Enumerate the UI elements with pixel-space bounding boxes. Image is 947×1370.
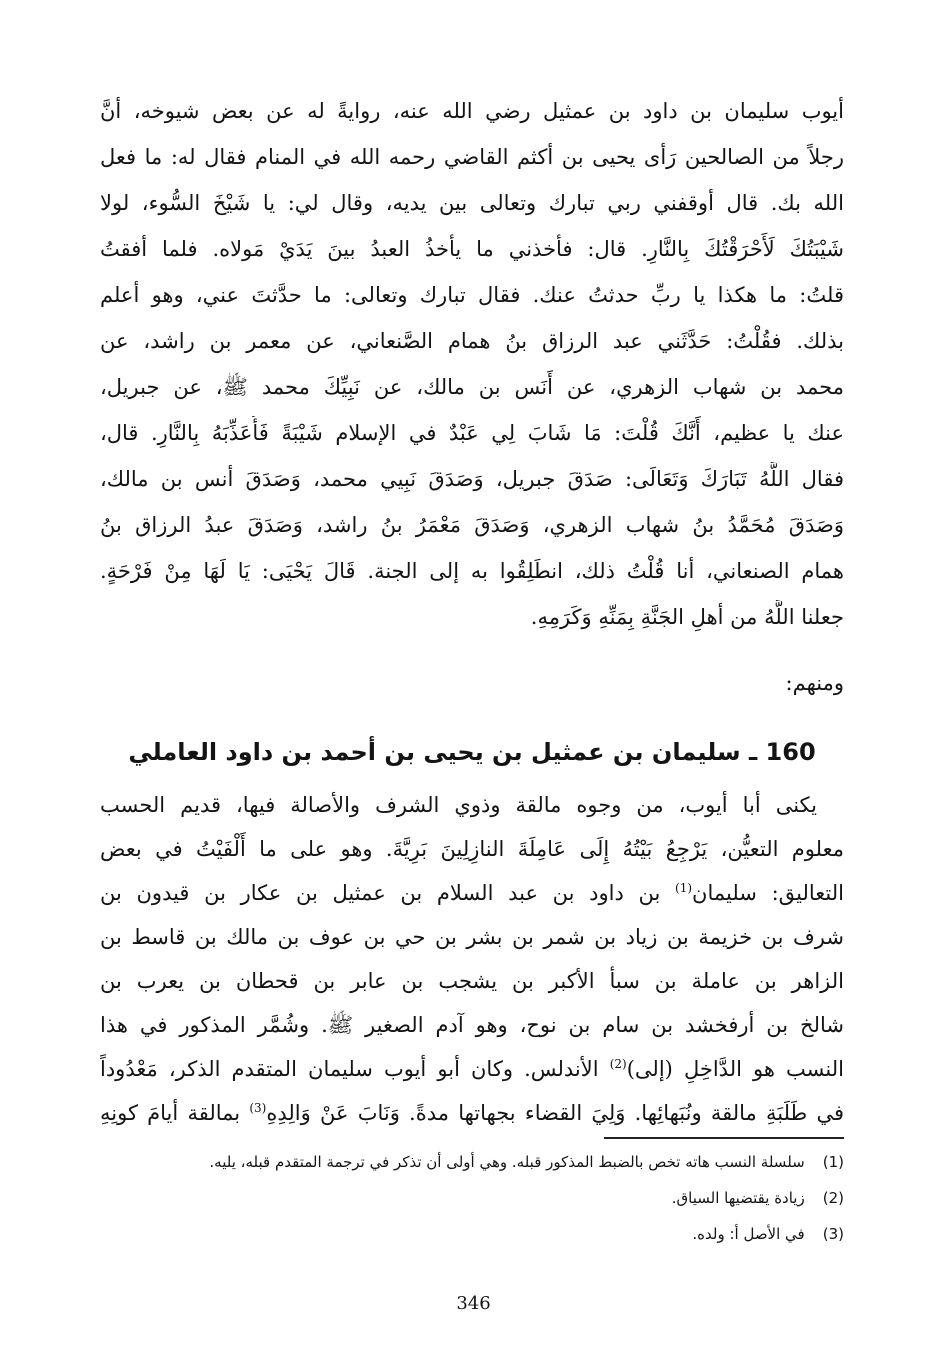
paragraph1-line-9: فقال اللَّهُ تَبَارَكَ وَتَعَالَى: صَدَقَ جبريل، وَصَدَقَ نَبِيي محمد، وَصَدَقَ أنس بن مالك، — [100, 467, 844, 491]
paragraph1-line-12: جعلنا اللَّهُ من أهلِ الجَنَّةِ بِمَنِّهِ وَكَرَمِهِ. — [530, 605, 844, 629]
paragraph2-line-8 — [100, 1096, 844, 1130]
footnote-3-number: (3) — [822, 1225, 844, 1243]
footnote-1 — [100, 1150, 844, 1174]
footnote-divider — [604, 1137, 844, 1139]
paragraph1-line-2: رجلاً من الصالحين رَأى يحيى بن أكثم القاضي رحمه الله في المنام فقال له: ما فعل — [100, 145, 844, 169]
footnote-3 — [100, 1222, 844, 1246]
paragraph1-line-7: محمد بن شهاب الزهري، عن أَنَس بن مالك، عن نَبِيِّكَ محمد ﷺ، عن جبريل، — [100, 375, 844, 399]
intro-label: ومنهم: — [785, 671, 844, 695]
footnote-1-number: (1) — [822, 1153, 844, 1171]
paragraph1-line-10: وَصَدَقَ مُحَمَّدُ بنُ شهاب الزهري، وَصَدَقَ مَعْمَرُ بنُ راشد، وَصَدَقَ عبدُ الرزاق بنُ — [100, 513, 844, 537]
paragraph1-line-5: قلتُ: ما هكذا يا ربِّ حدثتُ عنك. فقال تبارك وتعالى: ما حدَّثتَ عني، وهو أعلم — [100, 283, 844, 307]
footnote-ref-3: (3) — [249, 1101, 267, 1115]
paragraph1-line-6: بذلك. فقُلْتُ: حَدَّثَني عبد الرزاق بنُ همام الصَّنعاني، عن معمر بن راشد، عن — [100, 329, 844, 353]
paragraph2-line-8-b: بمالقة أيامَ كونِهِ — [100, 1101, 241, 1125]
page-number: 346 — [456, 1293, 491, 1314]
paragraph2-line-8-a: في طَلَبَةِ مالقة ونُبَهائِها. وَلِيَ القضاء بجهاتها مدةً. وَنَابَ عَنْ وَالِدِهِ — [266, 1101, 844, 1125]
paragraph2-line-3-b: بن داود بن عبد السلام بن عمثيل بن عكار بن قيدون بن — [100, 881, 661, 905]
paragraph1-line-1: أيوب سليمان بن داود بن عمثيل رضي الله عنه، روايةً له عن بعض شيوخه، أنَّ — [100, 99, 844, 123]
footnote-ref-2: (2) — [609, 1057, 627, 1071]
paragraph2-line-2: معلوم التعيُّن، يَرْجِعُ بَيْتُهُ إِلَى عَامِلَةَ النازِلِينَ بَرِيَّةَ. وهو على ما أَلْفَيْتُ في بعض — [100, 837, 844, 861]
footnote-3-text: في الأصل أ: ولده. — [692, 1225, 805, 1243]
paragraph2-line-7-a: النسب هو الدَّاخِلِ (إلى) — [626, 1057, 844, 1081]
footnote-2-text: زيادة يقتضيها السياق. — [671, 1189, 805, 1207]
paragraph1-line-3: الله بك. قال أوقفني ربي تبارك وتعالى بين يديه، وقال لي: يا شَيْخَ السُّوء، لولا — [100, 191, 844, 215]
paragraph1-line-8: عنك يا عظيم، أَنَّكَ قُلْتَ: مَا شَابَ لِي عَبْدٌ في الإسلام شَيْبَةً فَأُعَذِّبَهُ بِالنَّارِ. قال، — [100, 421, 844, 445]
entry-heading: 160 ـ سليمان بن عمثيل بن يحيى بن أحمد بن داود العاملي — [128, 738, 816, 766]
paragraph2-line-7-b: الأندلس. وكان أبو أيوب سليمان المتقدم الذكر، مَعْدُوداً — [100, 1057, 599, 1081]
footnote-ref-1: (1) — [675, 881, 693, 895]
paragraph1-line-4: شَيْبَتُكَ لَأَحْرَقْتُكَ بِالنَّارِ. قال: فأخذني ما يأخذُ العبدُ بينَ يَدَيْ مَولاه. فلما أفقتُ — [100, 237, 844, 261]
paragraph2-line-6: شالخ بن أرفخشد بن سام بن نوح، وهو آدم الصغير ﷺ. وشُمَّر المذكور في هذا — [100, 1013, 844, 1037]
paragraph2-line-4: شرف بن خزيمة بن زياد بن شمر بن بشر بن حي بن عوف بن مالك بن قاسط بن — [100, 925, 844, 949]
paragraph2-line-5: الزاهر بن عاملة بن سبأ الأكبر بن يشجب بن عابر بن قحطان بن يعرب بن — [100, 969, 844, 993]
paragraph1-line-11: همام الصنعاني، أنا قُلْتُ ذلك، انطَلِقُوا به إلى الجنة. قَالَ يَحْيَى: يَا لَهَا مِنْ فَرْحَةٍ. — [100, 559, 844, 583]
footnote-2 — [100, 1186, 844, 1210]
paragraph2-line-3 — [100, 876, 844, 910]
footnote-2-number: (2) — [822, 1189, 844, 1207]
paragraph2-line-3-a: التعاليق: سليمان — [692, 881, 844, 905]
paragraph2-line-1: يكنى أبا أيوب، من وجوه مالقة وذوي الشرف والأصالة فيها، قديم الحسب — [100, 793, 817, 817]
footnote-1-text: سلسلة النسب هاته تخص بالضبط المذكور قبله. وهي أولى أن تذكر في ترجمة المتقدم قبله، يليه. — [209, 1153, 805, 1171]
paragraph2-line-7 — [100, 1052, 844, 1086]
